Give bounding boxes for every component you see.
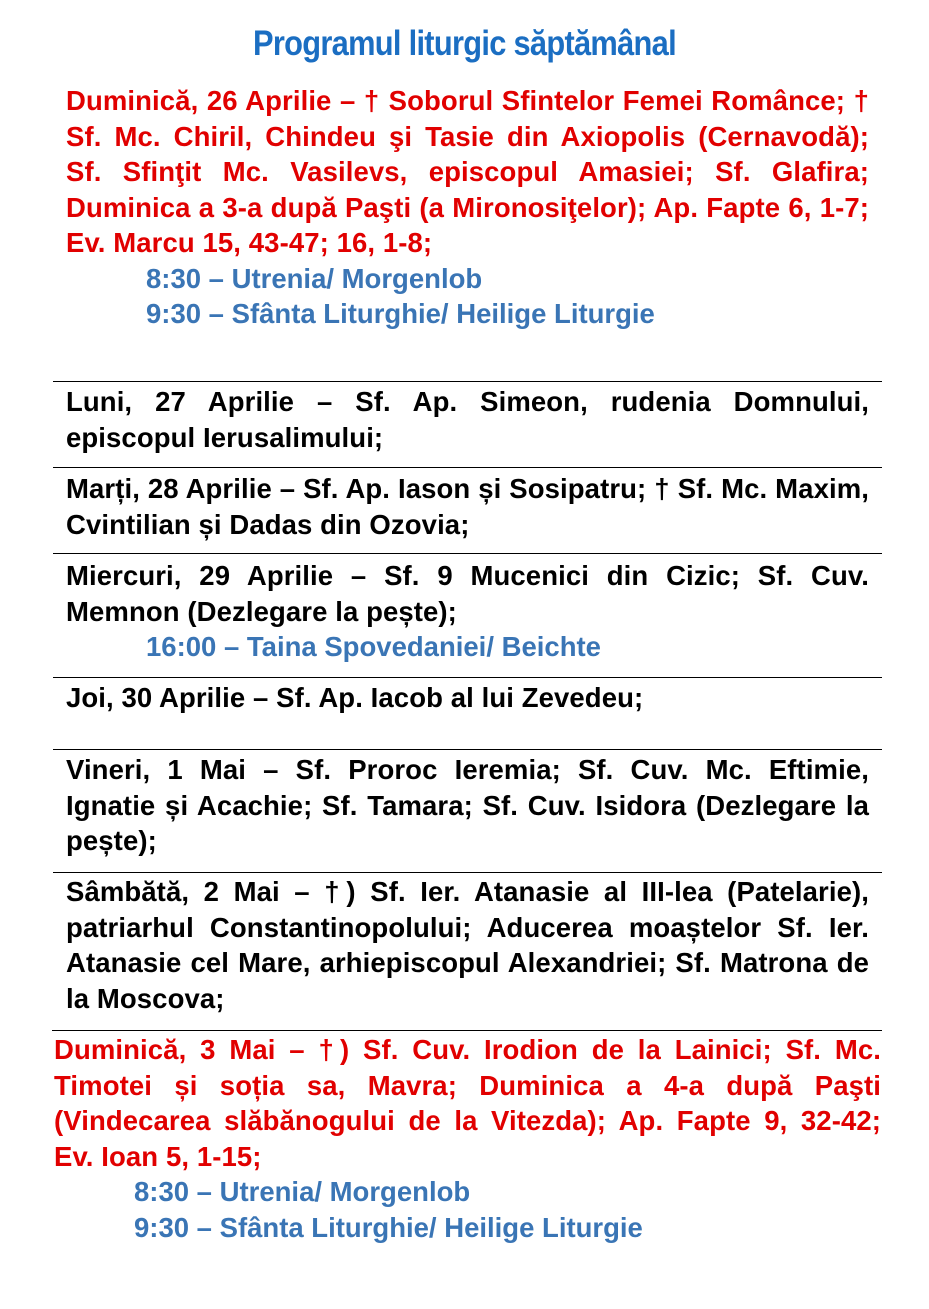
service-time: 9:30 – Sfânta Liturghie/ Heilige Liturgie [134, 1211, 643, 1243]
day-entry-text: Luni, 27 Aprilie – Sf. Ap. Simeon, rudenia Domnului, episcopul Ierusalimului; [66, 386, 869, 453]
service-time: 16:00 – Taina Spovedaniei/ Beichte [146, 631, 601, 662]
day-entry-sunday-3-may [54, 1032, 881, 1245]
service-time: 8:30 – Utrenia/ Morgenlob [134, 1176, 471, 1207]
day-entry-friday-1-may [66, 752, 869, 859]
day-entry-text: Marți, 28 Aprilie – Sf. Ap. Iason și Sosipatru; † Sf. Mc. Maxim, Cvintilian și Dadas din Ozovia; [66, 473, 869, 540]
day-entry-saturday-2-may [66, 874, 869, 1016]
divider [53, 467, 882, 468]
day-entry-text: Miercuri, 29 Aprilie – Sf. 9 Mucenici din Cizic; Sf. Cuv. Memnon (Dezlegare la pește); [66, 560, 869, 627]
day-entry-sunday-26-april [66, 83, 869, 332]
divider [52, 1030, 882, 1031]
day-entry-wednesday-29-april [66, 558, 869, 665]
day-entry-text: Vineri, 1 Mai – Sf. Proroc Ieremia; Sf. Cuv. Mc. Eftimie, Ignatie și Acachie; Sf. Tamara; Sf. Cuv. Isidora (Dezlegare la pește); [66, 754, 869, 856]
day-entry-text: Joi, 30 Aprilie – Sf. Ap. Iacob al lui Zevedeu; [66, 682, 644, 713]
day-entry-thursday-30-april [66, 680, 869, 716]
day-entry-tuesday-28-april [66, 471, 869, 542]
service-time: 8:30 – Utrenia/ Morgenlob [146, 262, 483, 294]
divider [53, 677, 882, 678]
divider [53, 749, 882, 750]
service-time: 9:30 – Sfânta Liturghie/ Heilige Liturgie [146, 298, 655, 329]
day-entry-text: Duminică, 3 Mai – †) Sf. Cuv. Irodion de la Lainici; Sf. Mc. Timotei și soția sa, Mavra; Duminica a 4-a după Paşti (Vindecarea slăbănogului de la Vitezda); Ap. Fapte 9, 32-42; Ev. Ioan 5, 1-15; [54, 1034, 881, 1172]
page-title: Programul liturgic săptămânal [253, 24, 676, 63]
day-entry-text: Sâmbătă, 2 Mai – †) Sf. Ier. Atanasie al III-lea (Patelarie), patriarhul Constantinopolului; Aducerea moaștelor Sf. Ier. Atanasie cel Mare, arhiepiscopul Alexandriei; Sf. Matrona de la Moscova; [66, 876, 869, 1014]
divider [53, 872, 882, 873]
day-entry-monday-27-april [66, 384, 869, 455]
divider [53, 381, 882, 382]
day-entry-text: Duminică, 26 Aprilie – † Soborul Sfintelor Femei Românce; † Sf. Mc. Chiril, Chindeu şi Tasie din Axiopolis (Cernavodă); Sf. Sfinţit Mc. Vasilevs, episcopul Amasiei; Sf. Glafira; Duminica a 3-a după Paşti (a Mironosiţelor); Ap. Fapte 6, 1-7; Ev. Marcu 15, 43-47; 16, 1-8; [66, 85, 869, 258]
divider [53, 553, 882, 554]
